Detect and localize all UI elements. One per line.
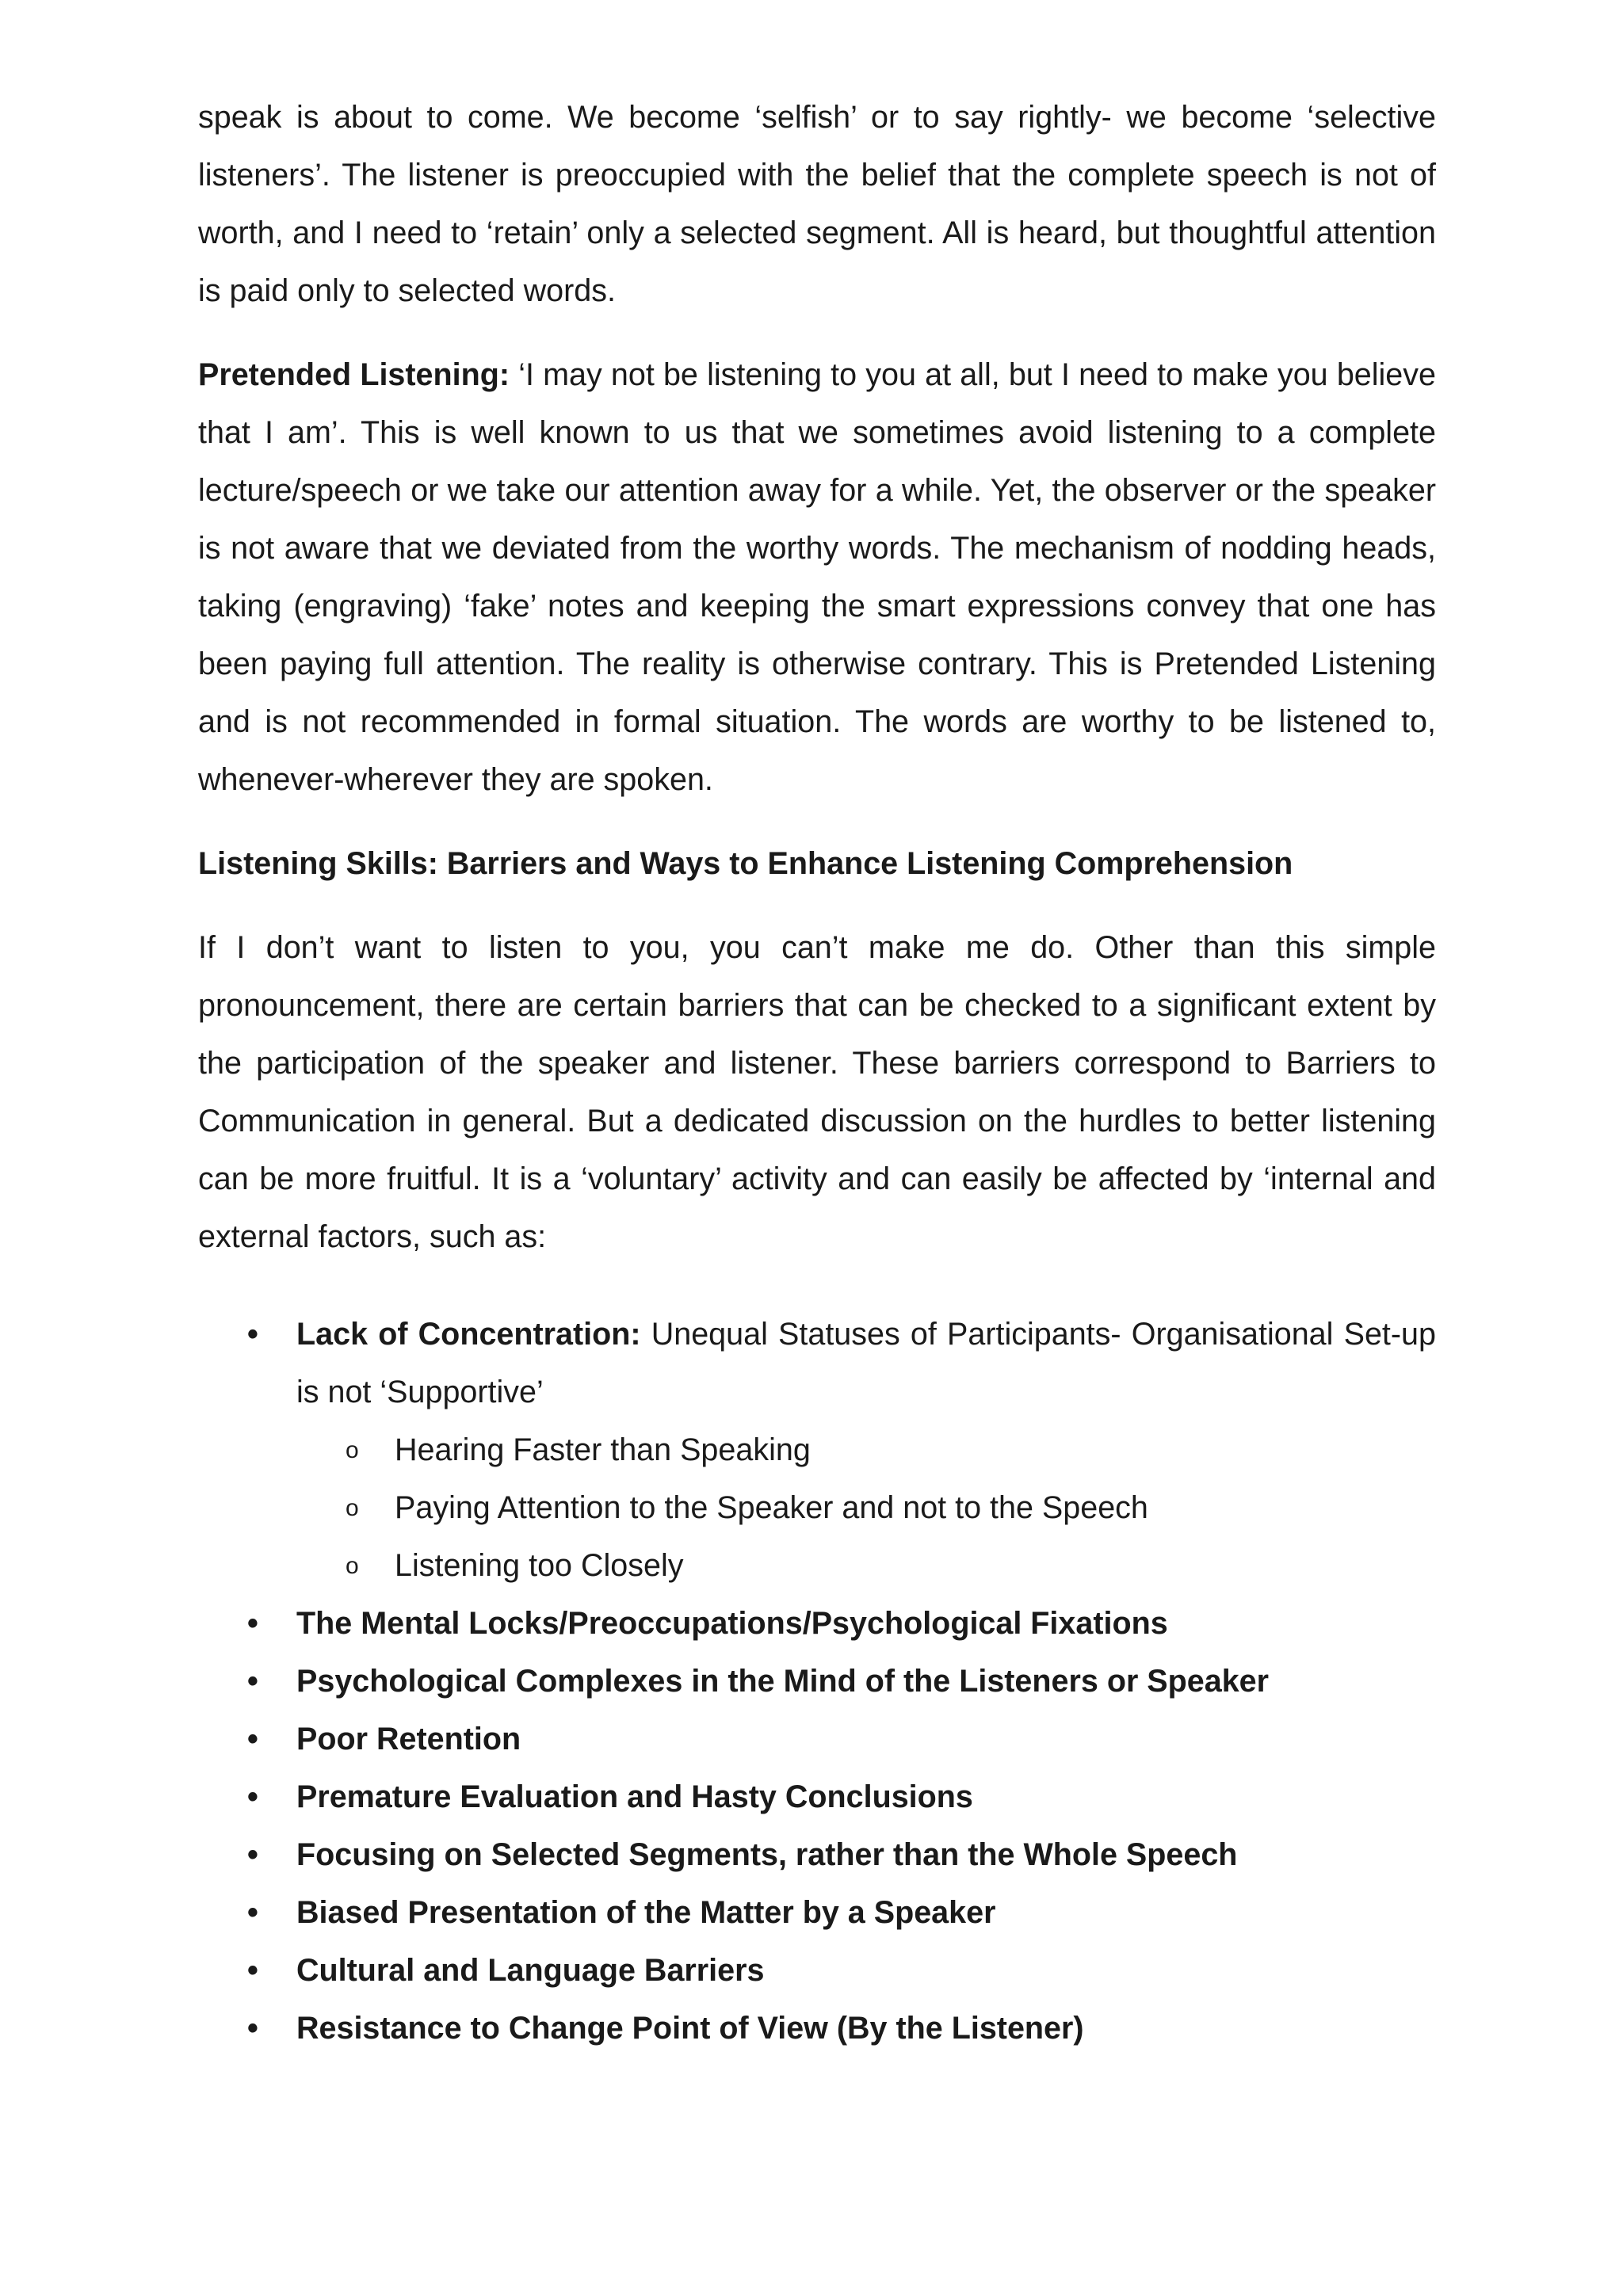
lack-of-concentration-text: Unequal Statuses of Participants- Organisational Set-up is not ‘Supportive’ <box>296 1317 1436 1409</box>
barriers-list <box>198 1306 1436 2058</box>
list-item: • Resistance to Change Point of View (By the Listener) <box>198 2000 1436 2058</box>
list-item: • Poor Retention <box>198 1711 1436 1768</box>
pretended-listening-text: ‘I may not be listening to you at all, but I need to make you believe that I am’. This is well known to us that we sometimes avoid listening to a complete lecture/speech or we take our attention away for a while. Yet, the observer or the speaker is not aware that we deviated from the worthy words. The mechanism of nodding heads, taking (engraving) ‘fake’ notes and keeping the smart expressions convey that one has been paying full attention. The reality is otherwise contrary. This is Pretended Listening and is not recommended in formal situation. The words are worthy to be listened to, whenever-wherever they are spoken. <box>198 357 1436 797</box>
list-item: • Cultural and Language Barriers <box>198 1942 1436 2000</box>
paragraph-barriers-intro: If I don’t want to listen to you, you can’t make me do. Other than this simple pronouncement, there are certain barriers that can be checked to a significant extent by the participation of the speaker and listener. These barriers correspond to Barriers to Communication in general. But a dedicated discussion on the hurdles to better listening can be more fruitful. It is a ‘voluntary’ activity and can easily be affected by ‘internal and external factors, such as: <box>198 930 1436 1254</box>
concentration-sublist <box>296 1421 1436 1595</box>
section-heading: Listening Skills: Barriers and Ways to Enhance Listening Comprehension <box>198 846 1293 881</box>
sub-list-item: o Paying Attention to the Speaker and not to the Speech <box>296 1479 1436 1537</box>
sub-list-item: o Hearing Faster than Speaking <box>296 1421 1436 1479</box>
pretended-listening-term: Pretended Listening: <box>198 357 510 392</box>
list-item <box>198 1306 1436 1595</box>
list-item: • Premature Evaluation and Hasty Conclusions <box>198 1768 1436 1826</box>
document-page <box>198 89 1436 2058</box>
paragraph-pretended-listening <box>198 346 1436 809</box>
sub-list-item: o Listening too Closely <box>296 1537 1436 1595</box>
list-item: • Focusing on Selected Segments, rather than the Whole Speech <box>198 1826 1436 1884</box>
list-item: • The Mental Locks/Preoccupations/Psychological Fixations <box>198 1595 1436 1653</box>
paragraph-selective-listening: speak is about to come. We become ‘selfish’ or to say rightly- we become ‘selective listeners’. The listener is preoccupied with the belief that the complete speech is not of worth, and I need to ‘retain’ only a selected segment. All is heard, but thoughtful attention is paid only to selected words. <box>198 100 1436 308</box>
list-item: • Biased Presentation of the Matter by a Speaker <box>198 1884 1436 1942</box>
lack-of-concentration-term: Lack of Concentration: <box>296 1317 641 1352</box>
list-item: • Psychological Complexes in the Mind of the Listeners or Speaker <box>198 1653 1436 1711</box>
